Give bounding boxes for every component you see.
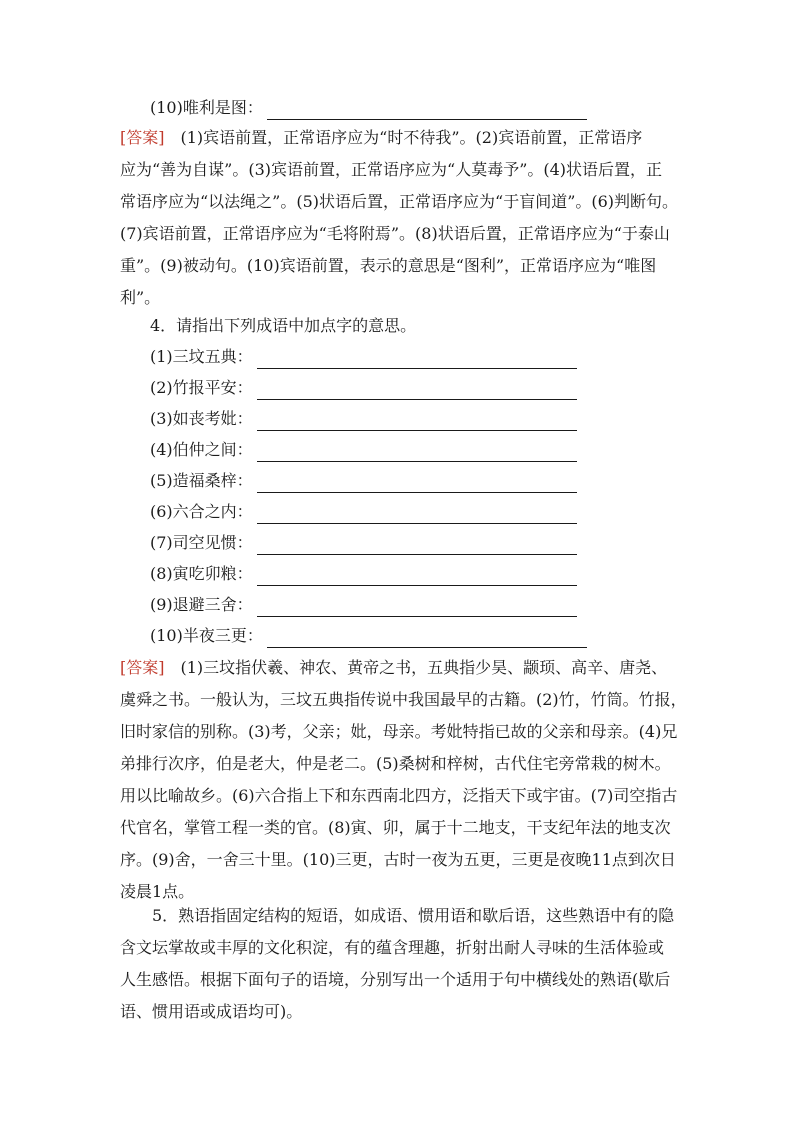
answer-line: [答案] (1)三坟指伏羲、神农、黄帝之书，五典指少昊、颛顼、高辛、唐尧、 bbox=[120, 658, 668, 677]
answer-line: 弟排行次序，伯是老大，仲是老二。(5)桑树和梓树，古代住宅旁常栽的树木。 bbox=[120, 754, 671, 773]
answer-blank[interactable] bbox=[257, 567, 577, 586]
answer-blank[interactable] bbox=[257, 381, 577, 400]
answer-blank[interactable] bbox=[257, 474, 577, 493]
answer-line: 应为“善为自谋”。(3)宾语前置，正常语序应为“人莫毒予”。(4)状语后置，正 bbox=[120, 160, 663, 179]
answer-block-1 bbox=[120, 122, 679, 314]
answer-line: 常语序应为“以法绳之”。(5)状语后置，正常语序应为“于盲间道”。(6)判断句。 bbox=[120, 192, 679, 211]
question-line: 人生感悟。根据下面句子的语境，分别写出一个适用于句中横线处的熟语(歇后 bbox=[120, 970, 671, 989]
answer-blank[interactable] bbox=[257, 598, 577, 617]
question-5 bbox=[120, 900, 676, 1028]
answer-block-2 bbox=[120, 652, 687, 908]
answer-line: 虞舜之书。一般认为，三坟五典指传说中我国最早的古籍。(2)竹，竹筒。竹报， bbox=[120, 690, 687, 709]
answer-line: 代官名，掌管工程一类的官。(8)寅、卯，属于十二地支，干支纪年法的地支次 bbox=[120, 818, 671, 837]
answer-line: 重”。(9)被动句。(10)宾语前置，表示的意思是“图利”，正常语序应为“唯图 bbox=[120, 256, 657, 275]
answer-blank[interactable] bbox=[267, 101, 587, 120]
answer-line: [答案] (1)宾语前置，正常语序应为“时不待我”。(2)宾语前置，正常语序 bbox=[120, 128, 643, 147]
q4-item-7: (7)司空见惯： bbox=[150, 531, 577, 555]
item-label: (10)唯利是图： bbox=[150, 98, 263, 117]
answer-blank[interactable] bbox=[257, 505, 577, 524]
q4-item-1: (1)三坟五典： bbox=[150, 345, 577, 369]
answer-tag: [答案] bbox=[120, 128, 165, 147]
q4-item-4: (4)伯仲之间： bbox=[150, 438, 577, 462]
answer-tag: [答案] bbox=[120, 658, 165, 677]
answer-blank[interactable] bbox=[257, 443, 577, 462]
q4-item-10: (10)半夜三更： bbox=[150, 624, 587, 648]
answer-blank[interactable] bbox=[257, 350, 577, 369]
q4-item-2: (2)竹报平安： bbox=[150, 376, 577, 400]
answer-line: 用以比喻故乡。(6)六合指上下和东西南北四方，泛指天下或宇宙。(7)司空指古 bbox=[120, 786, 678, 805]
answer-blank[interactable] bbox=[267, 629, 587, 648]
answer-line: 旧时家信的别称。(3)考，父亲；妣，母亲。考妣特指已故的父亲和母亲。(4)兄 bbox=[120, 722, 678, 741]
answer-blank[interactable] bbox=[257, 412, 577, 431]
question-line: 5．熟语指固定结构的短语，如成语、惯用语和歇后语，这些熟语中有的隐 bbox=[120, 906, 675, 925]
q4-item-5: (5)造福桑梓： bbox=[150, 469, 577, 493]
question-line: 语、惯用语或成语均可)。 bbox=[120, 1002, 303, 1021]
question-4-title: 4．请指出下列成语中加点字的意思。 bbox=[150, 316, 417, 335]
q4-item-6: (6)六合之内： bbox=[150, 500, 577, 524]
q4-item-8: (8)寅吃卯粮： bbox=[150, 562, 577, 586]
answer-blank[interactable] bbox=[257, 536, 577, 555]
answer-line: 序。(9)舍，一舍三十里。(10)三更，古时一夜为五更，三更是夜晚11点到次日 bbox=[120, 850, 676, 869]
answer-line: 利”。 bbox=[120, 288, 161, 307]
answer-line: 凌晨1点。 bbox=[120, 882, 195, 901]
question-line: 含文坛掌故或丰厚的文化积淀，有的蕴含理趣，折射出耐人寻味的生活体验或 bbox=[120, 938, 665, 957]
answer-line: (7)宾语前置，正常语序应为“毛将附焉”。(8)状语后置，正常语序应为“于泰山 bbox=[120, 224, 670, 243]
q4-item-3: (3)如丧考妣： bbox=[150, 407, 577, 431]
q4-item-9: (9)退避三舍： bbox=[150, 593, 577, 617]
q3-item-10 bbox=[150, 96, 587, 120]
